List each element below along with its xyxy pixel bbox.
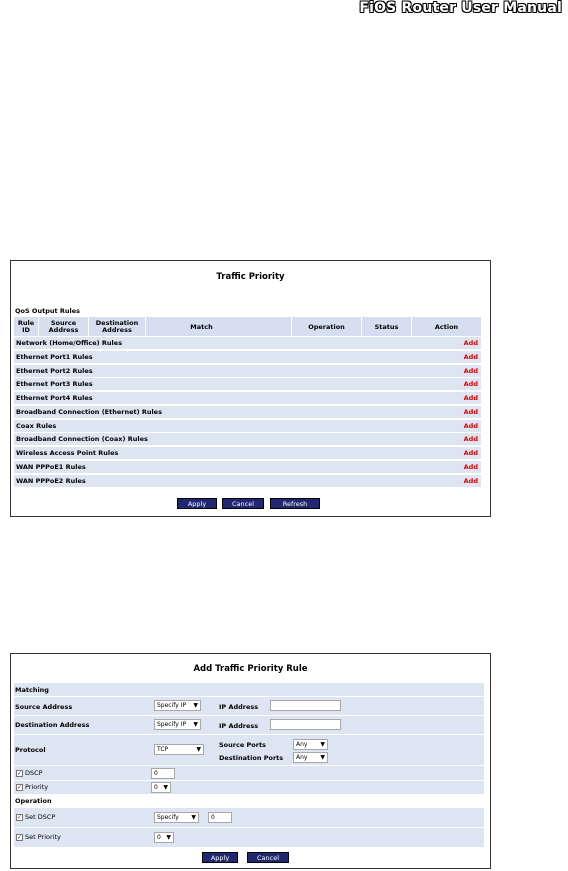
table-row bbox=[14, 447, 481, 460]
source-ports-label: Source Ports bbox=[219, 741, 266, 749]
set-priority-select[interactable] bbox=[154, 832, 174, 843]
col-action: Action bbox=[434, 322, 459, 331]
add-rule-link[interactable]: Add bbox=[463, 435, 478, 444]
destination-ports-value: Any bbox=[296, 754, 308, 761]
add-rule-link[interactable]: Add bbox=[463, 421, 478, 430]
destination-address-select[interactable] bbox=[154, 719, 201, 730]
destination-ip-input[interactable] bbox=[270, 719, 341, 730]
dscp-checkbox[interactable] bbox=[16, 770, 23, 777]
priority-checkbox[interactable] bbox=[16, 784, 23, 791]
destination-address-row bbox=[14, 716, 484, 735]
refresh-button[interactable]: Refresh bbox=[270, 498, 320, 509]
set-priority-checkbox[interactable] bbox=[16, 834, 23, 841]
col-operation: Operation bbox=[292, 317, 362, 337]
panel-title: Add Traffic Priority Rule bbox=[193, 664, 308, 674]
matching-section bbox=[14, 683, 484, 697]
source-address-label: Source Address bbox=[15, 703, 73, 711]
chevron-down-icon: ▼ bbox=[320, 754, 325, 761]
add-rule-link[interactable]: Add bbox=[463, 462, 478, 471]
priority-label: Priority bbox=[25, 783, 49, 791]
qos-rules-table bbox=[14, 317, 481, 488]
add-rule-link[interactable]: Add bbox=[463, 449, 478, 457]
source-ip-input[interactable] bbox=[270, 700, 341, 711]
chevron-down-icon: ▼ bbox=[320, 741, 325, 748]
apply-button[interactable]: Apply bbox=[202, 852, 238, 863]
table-row bbox=[14, 433, 481, 446]
table-header bbox=[14, 317, 481, 337]
col-source-address: Source Address bbox=[39, 317, 89, 337]
qos-output-rules-label: QoS Output Rules bbox=[15, 307, 80, 315]
add-rule-link[interactable]: Add bbox=[463, 366, 478, 375]
traffic-priority-panel bbox=[10, 260, 491, 517]
source-ports-select[interactable] bbox=[293, 739, 328, 750]
priority-value: 0 bbox=[154, 784, 158, 791]
protocol-label: Protocol bbox=[15, 746, 46, 754]
add-rule-link[interactable]: Add bbox=[463, 380, 478, 389]
add-rule-link[interactable]: Add bbox=[463, 407, 478, 416]
source-address-row bbox=[14, 697, 484, 716]
table-row bbox=[14, 420, 481, 433]
chevron-down-icon: ▼ bbox=[196, 746, 201, 753]
priority-row bbox=[14, 781, 484, 795]
add-rule-link[interactable]: Add bbox=[463, 476, 478, 485]
checkmark-icon: ✓ bbox=[17, 834, 23, 841]
rule-group-name: Broadband Connection (Coax) Rules bbox=[16, 435, 148, 444]
dscp-input[interactable]: 0 bbox=[151, 768, 175, 779]
rule-group-name: Ethernet Port3 Rules bbox=[16, 380, 93, 389]
rule-group-name: Ethernet Port2 Rules bbox=[16, 366, 93, 375]
set-dscp-label: Set DSCP bbox=[25, 813, 56, 821]
source-address-select[interactable] bbox=[154, 700, 201, 711]
add-traffic-priority-rule-panel bbox=[10, 653, 491, 869]
chevron-down-icon: ▼ bbox=[193, 702, 198, 709]
set-dscp-mode-value: Specify bbox=[157, 814, 179, 821]
set-priority-row bbox=[14, 828, 484, 848]
protocol-select[interactable] bbox=[154, 744, 204, 755]
table-row bbox=[14, 378, 481, 391]
destination-ip-label: IP Address bbox=[219, 722, 259, 730]
destination-address-value: Specify IP bbox=[157, 721, 187, 728]
col-rule-id: Rule ID bbox=[14, 317, 39, 337]
source-ports-value: Any bbox=[296, 741, 308, 748]
apply-button[interactable]: Apply bbox=[177, 498, 217, 509]
set-dscp-row bbox=[14, 808, 484, 828]
table-row bbox=[14, 392, 481, 405]
set-priority-value: 0 bbox=[157, 834, 161, 841]
checkmark-icon: ✓ bbox=[17, 814, 23, 821]
table-row bbox=[14, 406, 481, 419]
matching-label: Matching bbox=[15, 686, 49, 694]
set-dscp-input[interactable]: 0 bbox=[208, 812, 232, 823]
priority-select[interactable] bbox=[151, 782, 171, 793]
source-address-value: Specify IP bbox=[157, 702, 187, 709]
col-match: Match bbox=[112, 317, 292, 337]
protocol-value: TCP bbox=[157, 746, 169, 753]
chevron-down-icon: ▼ bbox=[191, 814, 196, 821]
dscp-row bbox=[14, 766, 484, 781]
destination-ports-select[interactable] bbox=[293, 752, 328, 763]
operation-section bbox=[14, 795, 484, 808]
chevron-down-icon: ▼ bbox=[163, 784, 168, 791]
rule-group-name: Broadband Connection (Ethernet) Rules bbox=[16, 407, 162, 416]
add-rule-link[interactable]: Add bbox=[463, 352, 478, 361]
table-row bbox=[14, 351, 481, 364]
add-rule-link[interactable]: Add bbox=[463, 339, 478, 347]
rule-group-name: WAN PPPoE2 Rules bbox=[16, 476, 86, 485]
set-dscp-mode-select[interactable] bbox=[154, 812, 199, 823]
chevron-down-icon: ▼ bbox=[193, 721, 198, 728]
checkmark-icon: ✓ bbox=[17, 770, 23, 777]
protocol-row bbox=[14, 735, 484, 766]
destination-address-label: Destination Address bbox=[15, 721, 90, 729]
destination-ports-label: Destination Ports bbox=[219, 754, 284, 762]
cancel-button[interactable]: Cancel bbox=[222, 498, 264, 509]
set-dscp-checkbox[interactable] bbox=[16, 814, 23, 821]
checkmark-icon: ✓ bbox=[17, 784, 23, 791]
table-row bbox=[14, 337, 481, 350]
rule-group-name: Coax Rules bbox=[16, 421, 57, 430]
panel-title: Traffic Priority bbox=[216, 272, 285, 282]
rule-group-name: Ethernet Port4 Rules bbox=[16, 394, 93, 402]
col-status: Status bbox=[362, 317, 412, 337]
cancel-button[interactable]: Cancel bbox=[247, 852, 289, 863]
add-rule-link[interactable]: Add bbox=[463, 394, 478, 402]
table-row bbox=[14, 365, 481, 378]
dscp-label: DSCP bbox=[25, 769, 43, 777]
set-priority-label: Set Priority bbox=[25, 833, 61, 841]
manual-title: FiOS Router User Manual bbox=[359, 0, 562, 16]
table-row bbox=[14, 475, 481, 488]
chevron-down-icon: ▼ bbox=[166, 834, 171, 841]
operation-label: Operation bbox=[15, 797, 52, 805]
table-row bbox=[14, 461, 481, 474]
rule-group-name: WAN PPPoE1 Rules bbox=[16, 462, 86, 471]
rule-group-name: Ethernet Port1 Rules bbox=[16, 352, 93, 361]
rule-group-name: Network (Home/Office) Rules bbox=[16, 339, 123, 347]
rule-group-name: Wireless Access Point Rules bbox=[16, 449, 119, 457]
source-ip-label: IP Address bbox=[219, 703, 259, 711]
col-destination-address: Destination Address bbox=[89, 317, 146, 337]
